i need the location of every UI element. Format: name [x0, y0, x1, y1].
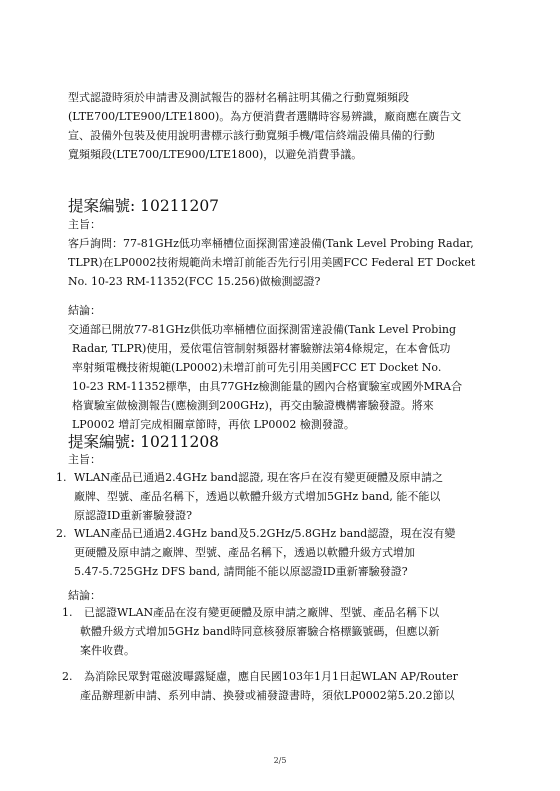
conclusion-label: 結論：: [68, 589, 101, 602]
subject-label: 主旨：: [68, 218, 101, 231]
intro-line: (LTE700/LTE900/LTE1800)。為方便消費者選購時容易辨識，廠商應在廣告文: [68, 110, 462, 123]
item-line: 案件收費。: [80, 644, 135, 657]
question-line: No. 10-23 RM-11352(FCC 15.256)做檢測認證?: [68, 275, 321, 288]
item-line: 更硬體及原申請之廠牌、型號、產品名稱下，透過以軟體升級方式增加: [74, 546, 415, 559]
item-line: 廠牌、型號、產品名稱下，透過以軟體升級方式增加5GHz band, 能不能以: [74, 490, 441, 503]
conclusion-line: 10-23 RM-11352標準，由具77GHz檢測能量的國內合格實驗室或國外MRA合: [72, 380, 463, 393]
conclusion-item: [80, 603, 510, 660]
question-line: 客戶詢問：77-81GHz低功率桶槽位面探測雷達設備(Tank Level Probing Radar,: [68, 237, 474, 250]
item-number: 2.: [56, 527, 67, 540]
item-line: 5.47-5.725GHz DFS band, 請問能不能以原認證ID重新審驗發證?: [74, 565, 408, 578]
intro-line: 宣、設備外包裝及使用說明書標示該行動寬頻手機/電信終端設備具備的行動: [68, 129, 435, 142]
intro-paragraph: [68, 88, 508, 164]
page-number: 2/5: [273, 756, 287, 765]
intro-line: 寬頻頻段(LTE700/LTE900/LTE1800)，以避免消費爭議。: [68, 148, 363, 161]
conclusion-line: Radar, TLPR)使用，爰依電信管制射頻器材審驗辦法第4條規定，在本會低功: [72, 342, 451, 355]
conclusion-paragraph: [68, 320, 508, 434]
conclusion-line: 率射頻電機技術規範(LP0002)未增訂前可先引用美國FCC ET Docket No.: [72, 361, 442, 374]
item-line: WLAN產品已通過2.4GHz band認證, 現在客戶在沒有變更硬體及原申請之: [74, 471, 444, 484]
item-line: 原認證ID重新審驗發證?: [74, 509, 193, 522]
item-line: 軟體升級方式增加5GHz band時同意核發原審驗合格標籤號碼，但應以新: [80, 625, 440, 638]
item-line: 為消除民眾對電磁波曝露疑慮，應自民國103年1月1日起WLAN AP/Router: [84, 670, 458, 683]
conclusion-line: LP0002 增訂完成相關章節時，再依 LP0002 檢測發證。: [72, 418, 355, 431]
case-heading: 提案編號: 10211208: [68, 433, 220, 451]
question-paragraph: [68, 234, 508, 291]
item-line: WLAN產品已通過2.4GHz band及5.2GHz/5.8GHz band認證，現在沒有變: [74, 527, 456, 540]
conclusion-line: 交通部已開放77-81GHz供低功率桶槽位面探測雷達設備(Tank Level Probing: [68, 323, 456, 336]
conclusion-item: [80, 667, 510, 705]
item-number: 1.: [56, 471, 67, 484]
conclusion-line: 格實驗室做檢測報告(應檢測到200GHz)，再交由驗證機構審驗發證。將來: [72, 399, 434, 412]
intro-line: 型式認證時須於申請書及測試報告的器材名稱註明其備之行動寬頻頻段: [68, 91, 409, 104]
subject-item: [74, 524, 510, 581]
case-heading: 提案編號: 10211207: [68, 197, 220, 215]
item-line: 產品辦理新申請、系列申請、換發或補發證書時，須依LP0002第5.20.2節以: [80, 689, 455, 702]
question-line: TLPR)在LP0002技術規範尚未增訂前能否先行引用美國FCC Federal ET Docket: [68, 256, 476, 269]
conclusion-label: 結論：: [68, 304, 101, 317]
subject-item: [74, 468, 510, 525]
item-line: 已認證WLAN產品在沒有變更硬體及原申請之廠牌、型號、產品名稱下以: [84, 606, 440, 619]
subject-label: 主旨：: [68, 453, 101, 466]
item-number: 1.: [62, 606, 73, 619]
item-number: 2.: [62, 670, 73, 683]
